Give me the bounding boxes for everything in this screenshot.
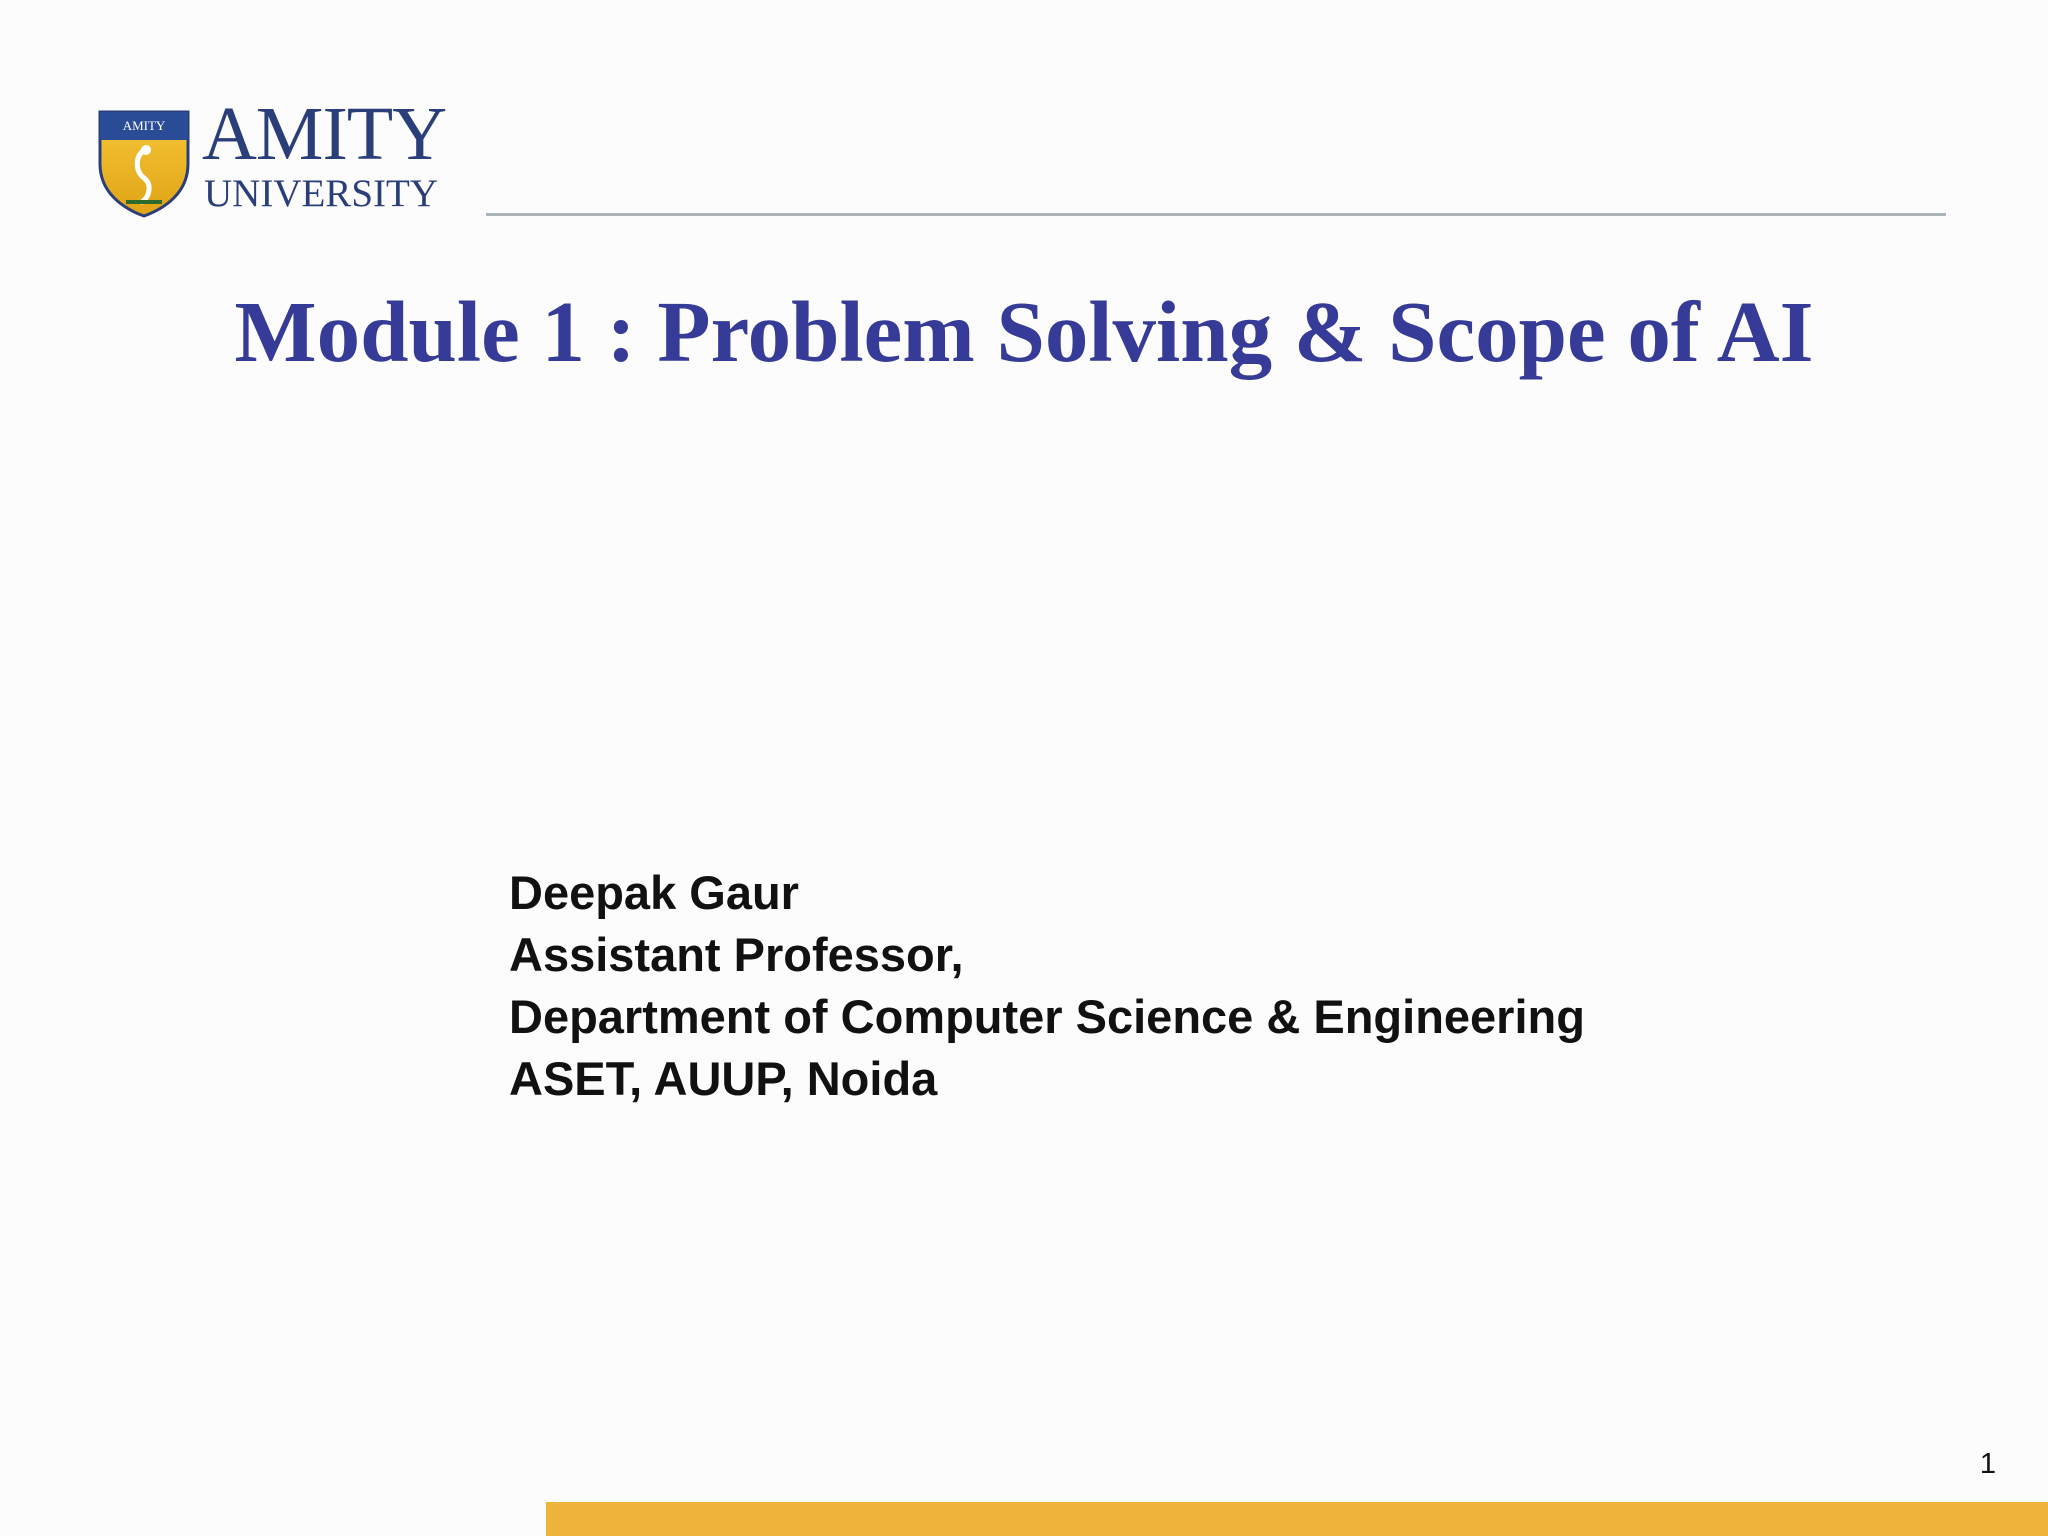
author-designation: Assistant Professor, (509, 928, 964, 981)
logo-wordmark-university: UNIVERSITY (204, 172, 438, 215)
university-logo (96, 92, 447, 224)
author-block (509, 862, 1585, 1110)
footer-accent-bar (546, 1502, 2048, 1536)
author-department: Department of Computer Science & Engineering (509, 990, 1585, 1043)
header-divider (486, 213, 1946, 216)
author-institute: ASET, AUUP, Noida (509, 1052, 938, 1105)
logo-wordmark-amity: AMITY (202, 92, 447, 176)
shield-crest-icon (96, 106, 192, 218)
slide-title: Module 1 : Problem Solving & Scope of AI (234, 283, 1814, 380)
page-number: 1 (1979, 1448, 1996, 1480)
svg-text:AMITY: AMITY (122, 118, 166, 133)
author-name: Deepak Gaur (509, 866, 799, 919)
